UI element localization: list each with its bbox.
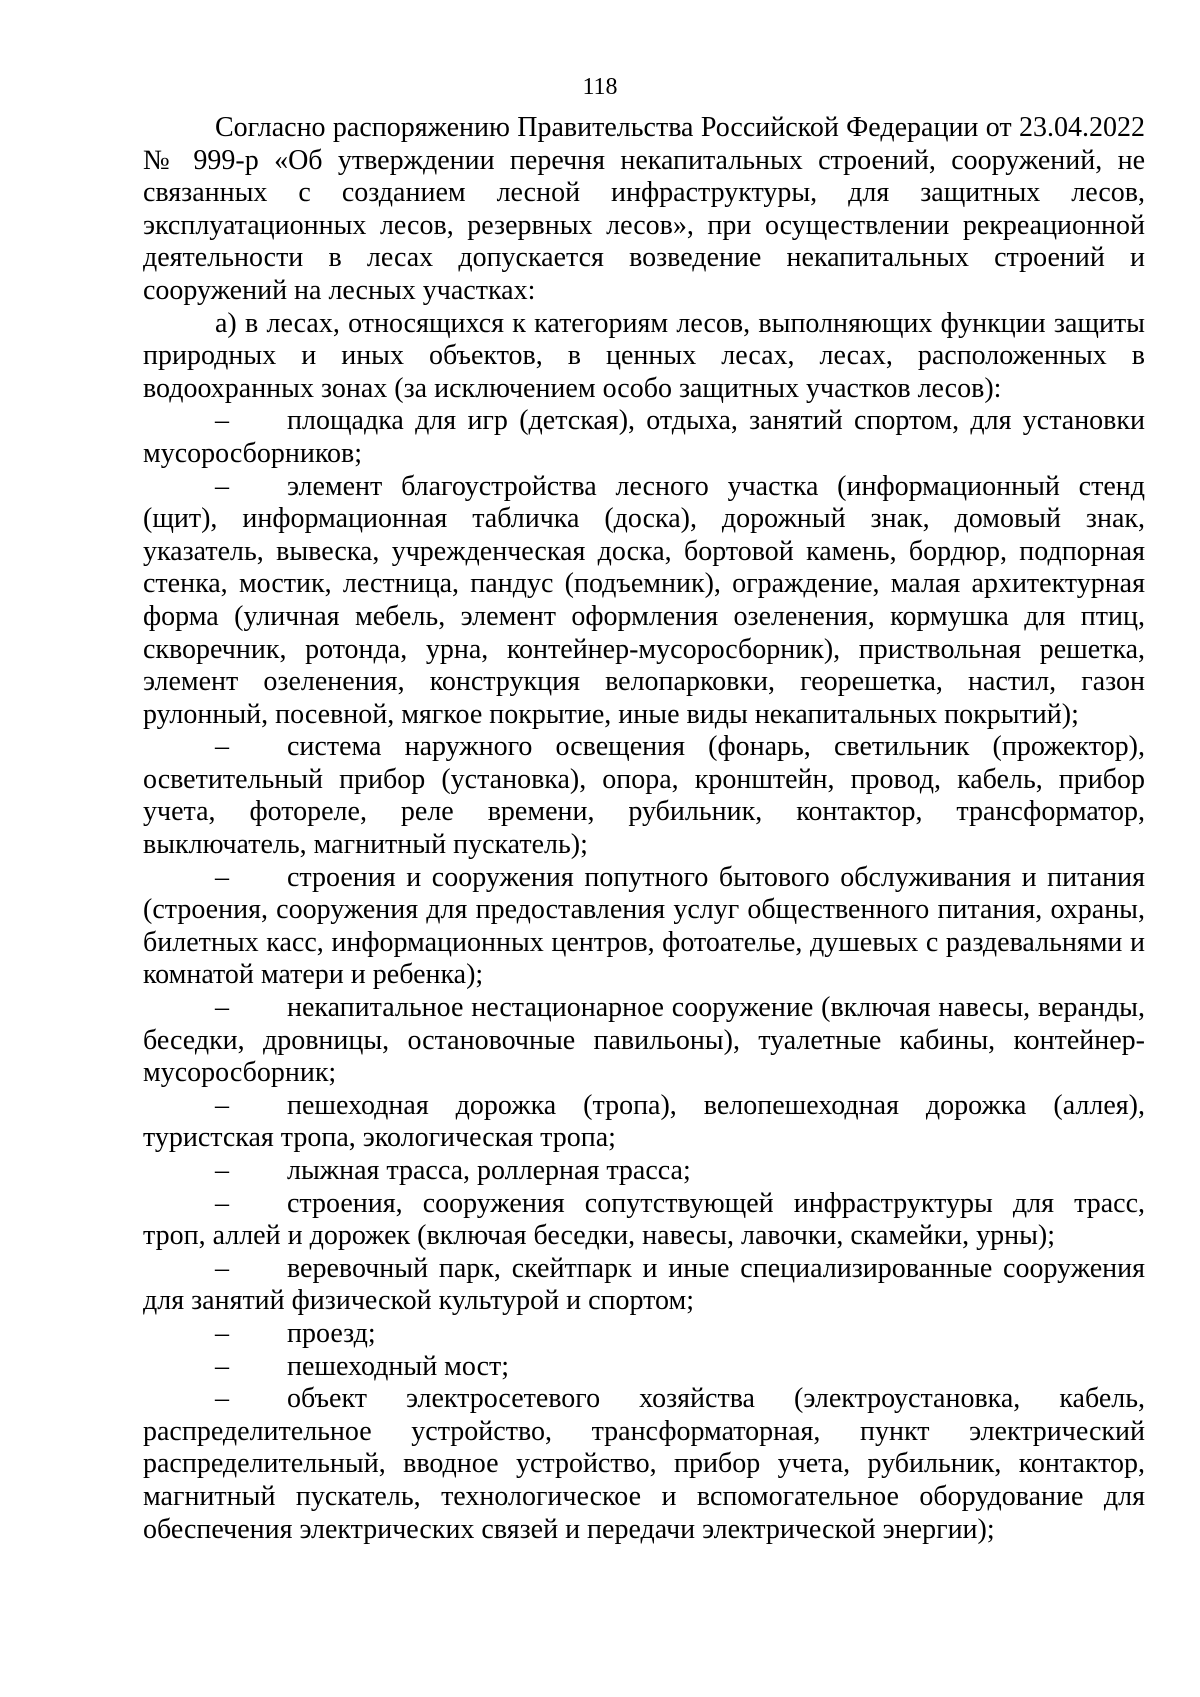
list-item	[143, 1090, 1145, 1155]
list-item	[143, 992, 1145, 1090]
dash-marker: –	[215, 1155, 229, 1186]
dash-marker: –	[215, 1317, 229, 1349]
dash-marker: –	[215, 405, 229, 437]
list-item-text: элемент благоустройства лесного участка (информационный стенд (щит), информационная табличка (доска), дорожный знак, домовый знак, указатель, вывеска, учрежденческая доска, бортовой камень, бордюр, подпорная стенка, мостик, лестница, пандус (подъемник), ограждение, малая архитектурная форма (уличная мебель, элемент оформления озеленения, кормушка для птиц, скворечник, ротонда, урна, контейнер-мусоросборник), приствольная решетка, элемент озеленения, конструкция велопарковки, георешетка, настил, газон рулонный, посевной, мягкое покрытие, иные виды некапитальных покрытий);	[143, 470, 1145, 730]
list-item	[143, 1383, 1145, 1546]
items-list	[143, 405, 1145, 1546]
dash-marker: –	[215, 992, 229, 1024]
list-item-text: объект электросетевого хозяйства (электроустановка, кабель, распределительное устройство, трансформаторная, пункт электрический распределительный, вводное устройство, прибор учета, рубильник, контактор, магнитный пускатель, технологическое и вспомогательное оборудование для обеспечения электрических связей и передачи электрической энергии);	[143, 1383, 1145, 1545]
dash-marker: –	[215, 1252, 229, 1284]
list-item	[143, 405, 1145, 470]
dash-marker: –	[215, 1089, 229, 1121]
list-item-text: пешеходная дорожка (тропа), велопешеходная дорожка (аллея), туристская тропа, экологическая тропа;	[143, 1089, 1145, 1154]
dash-marker: –	[215, 1350, 229, 1382]
list-item	[143, 731, 1145, 861]
list-item-text: проезд;	[287, 1317, 376, 1349]
list-item	[143, 471, 1145, 732]
list-item-text: строения, сооружения сопутствующей инфраструктуры для трасс, троп, аллей и дорожек (включая беседки, навесы, лавочки, скамейки, урны);	[143, 1187, 1145, 1252]
list-item	[143, 1188, 1145, 1253]
list-item-text: строения и сооружения попутного бытового обслуживания и питания (строения, сооружения для предоставления услуг общественного питания, охраны, билетных касс, информационных центров, фотоателье, душевых с раздевальнями и комнатой матери и ребенка);	[143, 861, 1145, 991]
list-item	[143, 1318, 1145, 1351]
list-item	[143, 862, 1145, 992]
intro-paragraph: Согласно распоряжению Правительства Российской Федерации от 23.04.2022 № 999-р «Об утверждении перечня некапитальных строений, сооружений, не связанных с созданием лесной инфраструктуры, для защитных лесов, эксплуатационных лесов, резервных лесов», при осуществлении рекреационной деятельности в лесах допускается возведение некапитальных строений и сооружений на лесных участках:	[143, 112, 1145, 306]
dash-marker: –	[215, 1383, 229, 1415]
dash-marker: –	[215, 470, 229, 502]
dash-marker: –	[215, 861, 229, 893]
list-item-text: площадка для игр (детская), отдыха, занятий спортом, для установки мусоросборников;	[143, 405, 1145, 469]
document-body	[143, 112, 1145, 1546]
list-item-text: некапитальное нестационарное сооружение (включая навесы, веранды, беседки, дровницы, остановочные павильоны), туалетные кабины, контейнер-мусоросборник;	[143, 992, 1145, 1089]
list-item	[143, 1155, 1145, 1188]
page-number: 118	[582, 74, 618, 100]
subsection-a-paragraph: а) в лесах, относящихся к категориям лесов, выполняющих функции защиты природных и иных объектов, в ценных лесах, лесах, расположенных в водоохранных зонах (за исключением особо защитных участков лесов):	[143, 307, 1145, 404]
list-item-text: лыжная трасса, роллерная трасса;	[287, 1155, 691, 1186]
dash-marker: –	[215, 1187, 229, 1219]
dash-marker: –	[215, 731, 229, 763]
list-item	[143, 1351, 1145, 1384]
list-item-text: веревочный парк, скейтпарк и иные специализированные сооружения для занятий физической культурой и спортом;	[143, 1252, 1145, 1317]
list-item-text: система наружного освещения (фонарь, светильник (прожектор), осветительный прибор (установка), опора, кронштейн, провод, кабель, прибор учета, фотореле, реле времени, рубильник, контактор, трансформатор, выключатель, магнитный пускатель);	[143, 731, 1145, 861]
list-item-text: пешеходный мост;	[287, 1350, 510, 1382]
list-item	[143, 1253, 1145, 1318]
